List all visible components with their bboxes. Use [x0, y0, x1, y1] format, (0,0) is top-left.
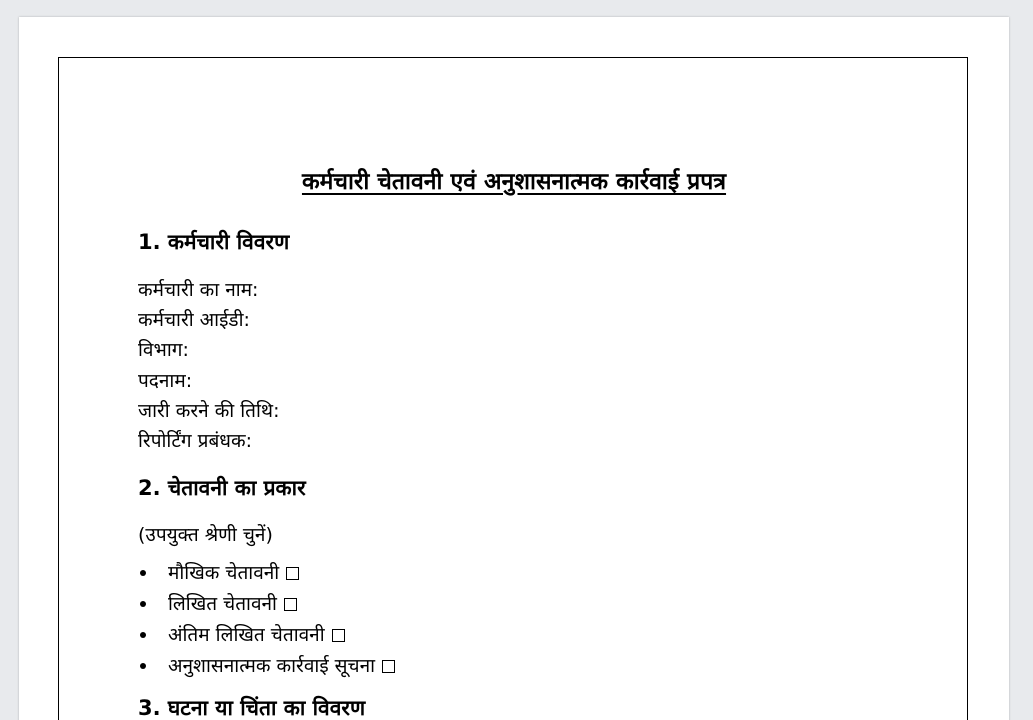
option-text: मौखिक चेतावनी [168, 562, 280, 584]
section-heading-employee-details: 1. कर्मचारी विवरण [138, 230, 290, 254]
option-text: लिखित चेतावनी [168, 593, 277, 615]
field-department: विभाग: [138, 339, 189, 361]
option-label [168, 621, 345, 649]
option-label [168, 590, 297, 618]
section-heading-incident-details: 3. घटना या चिंता का विवरण [138, 696, 366, 720]
checkbox-icon[interactable] [382, 660, 395, 673]
field-designation: पदनाम: [138, 370, 193, 392]
option-text: अंतिम लिखित चेतावनी [168, 624, 325, 646]
option-text: अनुशासनात्मक कार्रवाई सूचना [168, 655, 376, 677]
bullet-icon [140, 663, 146, 669]
checkbox-icon[interactable] [332, 629, 345, 642]
checkbox-icon[interactable] [286, 567, 299, 580]
warning-type-instruction: (उपयुक्त श्रेणी चुनें) [138, 524, 273, 546]
checkbox-icon[interactable] [284, 598, 297, 611]
field-employee-id: कर्मचारी आईडी: [138, 309, 250, 331]
option-label [168, 652, 395, 680]
option-label [168, 559, 299, 587]
section-heading-warning-type: 2. चेतावनी का प्रकार [138, 476, 306, 500]
field-issue-date: जारी करने की तिथि: [138, 400, 280, 422]
document-title: कर्मचारी चेतावनी एवं अनुशासनात्मक कार्रवाई प्रपत्र [301, 169, 727, 195]
document-page [19, 17, 1009, 720]
bullet-icon [140, 601, 146, 607]
field-reporting-manager: रिपोर्टिंग प्रबंधक: [138, 430, 252, 452]
bullet-icon [140, 632, 146, 638]
field-employee-name: कर्मचारी का नाम: [138, 279, 259, 301]
bullet-icon [140, 570, 146, 576]
